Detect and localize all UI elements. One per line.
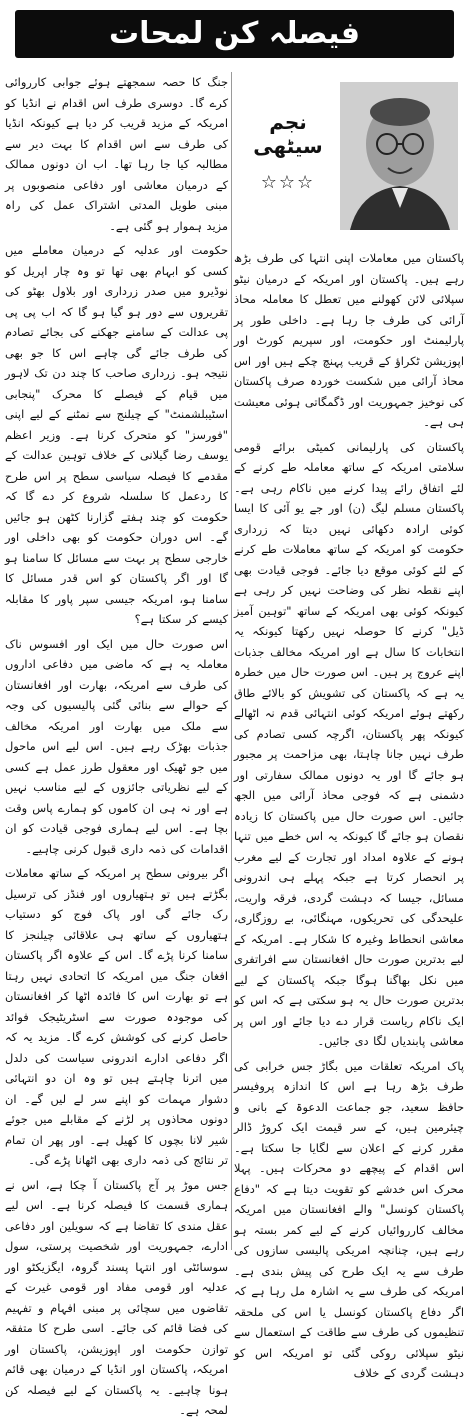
- title-bar: [15, 10, 454, 58]
- article-title: فیصلہ کن لمحات: [108, 16, 360, 51]
- right-paragraph-2: پاکستان کی پارلیمانی کمیٹی برائے قومی سلامتی امریکہ کے ساتھ معاملہ طے کرنے کے لئے اتفاق رائے پیدا کرنے میں ناکام رہی ہے۔ پاکستان مسلم لیگ (ن) اور جے یو آئی کا ایسا کوئی ارادہ دکھائی نہیں دیتا کہ زرداری حکومت کو امریکہ کے ساتھ معاملات طے کرنے کے لئے کوئی موقع دیا جائے۔ فوجی قیادت بھی اپنے نقطہ نظر کی وضاحت نہیں کر رہی ہے کیونکہ کوئی بھی امریکہ کے ساتھ "توہین آمیز ڈیل" کرنے کا حوصلہ نہیں رکھتا کیونکہ یہ انتخابات کا سال ہے اور امریکہ مخالف جذبات اپنے عروج پر ہیں۔ اس صورت حال میں خطرہ یہ ہے کہ پاکستان کی تشویش کو بالائے طاق رکھتے ہوئے امریکہ کوئی انتہائی قدم نہ اٹھالے کیونکہ پھر پاکستان، اگرچہ کسی تصادم کی طرف نہیں جانا چاہتا، بھی مزاحمت پر مجبور ہو جائے گا اور یہ دونوں ممالک سفارتی اور دشمنی ہے کہ فوجی محاذ آرائی میں الجھ جائیں۔ اس صورت حال میں پاکستان کا زیادہ نقصان ہو جائے گا کیونکہ یہ اس خطے میں تنہا ہونے کے علاوہ امداد اور تجارت کے لیے مغرب پر انحصار کرتا ہے جبکہ پہلے ہی اندرونی مسائل، جیسا کہ دہشت گردی، فرقہ واریت، علیحدگی کی تحریکوں، مہنگائی، بے روزگاری، معاشی انحطاط وغیرہ کا شکار ہے۔ امریکہ کے لیے بدترین صورت حال افغانستان سے افراتفری میں نکل بھاگنا ہوگا جبکہ پاکستان کے لیے بدترین صورت حال یہ ہو سکتی ہے کہ اس کو ایک ناکام ریاست قرار دے دیا جائے اور اس پر معاشی پابندیاں لگا دی جائیں۔: [234, 439, 464, 1048]
- header-banner: [0, 0, 469, 66]
- author-portrait-image: [340, 82, 458, 230]
- left-column: [5, 72, 228, 1417]
- left-paragraph-4: اگر بیرونی سطح پر امریکہ کے ساتھ معاملات بگڑتے ہیں تو ہتھیاروں اور فنڈز کی ترسیل رک جائے گی اور پاک فوج کو دستیاب ہتھیاروں کے ساتھ ہی علاقائی چیلنجز کا سامنا کرنا پڑے گا۔ اس کے علاوہ اگر پاکستان افغان جنگ میں امریکہ کا اتحادی نہیں رہتا ہے تو بھارت اس کا فائدہ اٹھا کر افغانستان کی موجودہ صورت سے اسٹریٹیجک فوائد حاصل کرنے کی کوشش کرے گا۔ مزید یہ کہ اگر دفاعی ادارے اندرونی سیاست کی دلدل میں اترنا چاہتے ہیں تو وہ ان دو انتہائی دشوار مہمات کو اپنے سر لے لیں گے۔ ان دونوں محاذوں پر لڑنے کے مقابلے میں جوئے شیر لانا بچوں کا کھیل ہے۔ اور پھر ان تمام تر نتائج کی ذمہ داری بھی اٹھانا پڑے گی۔: [5, 866, 228, 1167]
- author-photo: [340, 82, 458, 230]
- right-column: [234, 72, 464, 1380]
- author-box: [234, 72, 464, 248]
- left-paragraph-5: جس موڑ پر آج پاکستان آ چکا ہے، اس نے ہماری قسمت کا فیصلہ کرنا ہے۔ اس لیے عقل مندی کا تقاضا ہے کہ سویلین اور دفاعی ادارے، جمہوریت اور شخصیت پرستی، سول سوسائٹی اور انتہا پسند گروہ، ایگزیکٹو اور عدلیہ اور قومی مفاد اور قومی غیرت کے تقاضوں میں سچائی پر مبنی افہام و تفہیم کی فضا قائم کی جائے۔ اسی طرح کا متفقہ توازن حکومت اور اپوزیشن، پاکستان اور امریکہ، پاکستان اور انڈیا کے درمیان بھی قائم ہونا چاہیے۔ یہ پاکستان کے لیے فیصلہ کن لمحہ ہے۔: [5, 1177, 228, 1417]
- left-paragraph-2: حکومت اور عدلیہ کے درمیان معاملے میں کسی کو ابہام بھی تھا تو وہ چار اپریل کو نوڈیرو میں صدر زرداری اور بلاول بھٹو کی تقریروں سے دور ہو گیا ہو گا کہ اب پی پی پی عدالت کے سامنے جھکنے کی بجائے تصادم کی طرف جائے گی چاہے اس کا جو بھی نتیجہ ہو۔ زرداری صاحب کا چند دن تک لاہور میں قیام کے فیصلے کا محرک "پنجابی اسٹیبلشمنٹ" کے چیلنج سے نمٹنے کے لیے اپنی "فورسز" کو متحرک کرنا ہے۔ وزیر اعظم یوسف رضا گیلانی کے خلاف توہین عدالت کے مقدمے کا فیصلہ سیاسی سطح پر اس طرح کا ردعمل کا سلسلہ شروع کر دے گا کہ حکومت کو چند ہفتے گزارنا کٹھن ہو جائیں گے۔ اس دوران حکومت کو بھی داخلی اور خارجی سطح پر بہت سے مسائل کا سامنا ہو گا اور اگر پاکستان کو اس قدر مسائل کا سامنا ہو، امریکہ جیسی سپر پاور کا مقابلہ کیسے کر سکتا ہے؟: [5, 243, 228, 626]
- right-paragraph-1: پاکستان میں معاملات اپنی انتہا کی طرف بڑھ رہے ہیں۔ پاکستان اور امریکہ کے درمیان نیٹو سپلائی لائن کھولنے میں تعطل کا معاملہ محاذ آرائی کی طرف جا رہا ہے۔ داخلی طور پر پارلیمنٹ اور حکومت، اور سپریم کورٹ اور اپوزیشن ٹکراؤ کے قریب پہنچ چکے ہیں اور اس محاذ آرائی میں شکست خوردہ صرف پاکستان کی نوخیز جمہوریت اور ڈگمگاتی ہوئی معیشت ہی ہے۔: [234, 251, 464, 429]
- author-name: نجم سیٹھی: [253, 110, 323, 158]
- right-paragraph-3: پاک امریکہ تعلقات میں بگاڑ جس خرابی کی طرف بڑھ رہا ہے اس کا اندازہ پروفیسر حافظ سعید، جو جماعت الدعوۃ کے بانی و چیئرمین ہیں، کے سر قیمت ایک کروڑ ڈالر مقرر کرنے کے اعلان سے لگایا جا سکتا ہے۔ اس اقدام کے پیچھے دو محرکات ہیں۔ پہلا محرک اس خدشے کو تقویت دیتا ہے کہ "دفاع پاکستان کونسل" والے افغانستان میں امریکہ مخالف کارروائیاں کرنے کے لیے کمر بستہ ہو رہے ہیں، چنانچہ امریکی پالیسی سازوں کی طرف سے یہ ایک طرح کی پیش بندی ہے۔ امریکہ کی طرف سے یہ اشارہ مل رہا ہے کہ اگر دفاع پاکستان کونسل یا اس کی ملحقہ تنظیموں کی طرف سے طاقت کے استعمال سے نیٹو سپلائی روکی گئی تو امریکہ اس کو دہشت گردی کے خلاف: [234, 1058, 464, 1380]
- left-paragraph-3: اس صورت حال میں ایک اور افسوس ناک معاملہ یہ ہے کہ ماضی میں دفاعی اداروں کی طرف سے امریکہ، بھارت اور افغانستان کے حوالے سے بنائی گئی پالیسیوں کی وجہ سے ملک میں بھارت اور امریکہ مخالف جذبات بھڑک رہے ہیں۔ اس لیے اس ماحول میں جو ٹھیک اور معقول طرز عمل ہے کسی کے لیے نظریاتی جائزوں کے لیے مناسب نہیں ہے اور نہ ہی ان کاموں کو ہمارے پاس وقت بچا ہے۔ اس لیے ہماری فوجی قیادت کو ان اقدامات کی ذمہ داری قبول کرنی چاہیے۔: [5, 636, 228, 856]
- left-paragraph-1: جنگ کا حصہ سمجھتے ہوئے جوابی کارروائی کرے گا۔ دوسری طرف اس اقدام نے انڈیا کو امریکہ کے مزید قریب کر دیا ہے کیونکہ انڈیا کی طرف سے اس اقدام کا بہت دیر سے مطالبہ کیا جا رہا تھا۔ اب ان دونوں ممالک کے درمیان معاشی اور دفاعی منصوبوں پر مبنی طویل المدتی اشتراک عمل کی راہ مزید ہموار ہو گئی ہے۔: [5, 75, 228, 233]
- column-divider: [231, 72, 232, 1250]
- rating-stars: ☆☆☆: [260, 172, 316, 193]
